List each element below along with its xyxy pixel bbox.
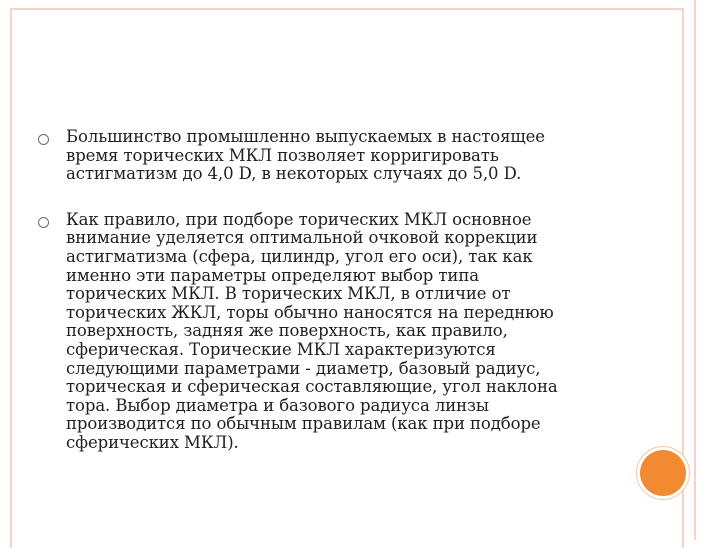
bullet-item xyxy=(38,128,618,184)
decorative-side-line xyxy=(694,0,696,540)
bullet-text: Большинство промышленно выпускаемых в настоящее время торических МКЛ позволяет корригировать астигматизм до 4,0 D, в некоторых случаях до 5,0 D. xyxy=(66,127,545,184)
bullet-text: Как правило, при подборе торических МКЛ основное внимание уделяется оптимальной очковой коррекции астигматизма (сфера, цилиндр, угол его оси), так как именно эти параметры определяют выбор типа торических МКЛ. В торических МКЛ, в отличие от торических ЖКЛ, торы обычно наносятся на переднюю поверхность, задняя же поверхность, как правило, сферическая. Торические МКЛ характеризуются следующими параметрами - диаметр, базовый радиус, торическая и сферическая составляющие, угол наклона тора. Выбор диаметра и базового радиуса линзы производится по обычным правилам (как при подборе сферических МКЛ). xyxy=(66,209,558,452)
bullet-list xyxy=(38,128,618,480)
circle-bullet-icon xyxy=(38,217,49,228)
orange-circle-decoration xyxy=(640,450,686,496)
circle-bullet-icon xyxy=(38,134,49,145)
bullet-item xyxy=(38,211,618,453)
